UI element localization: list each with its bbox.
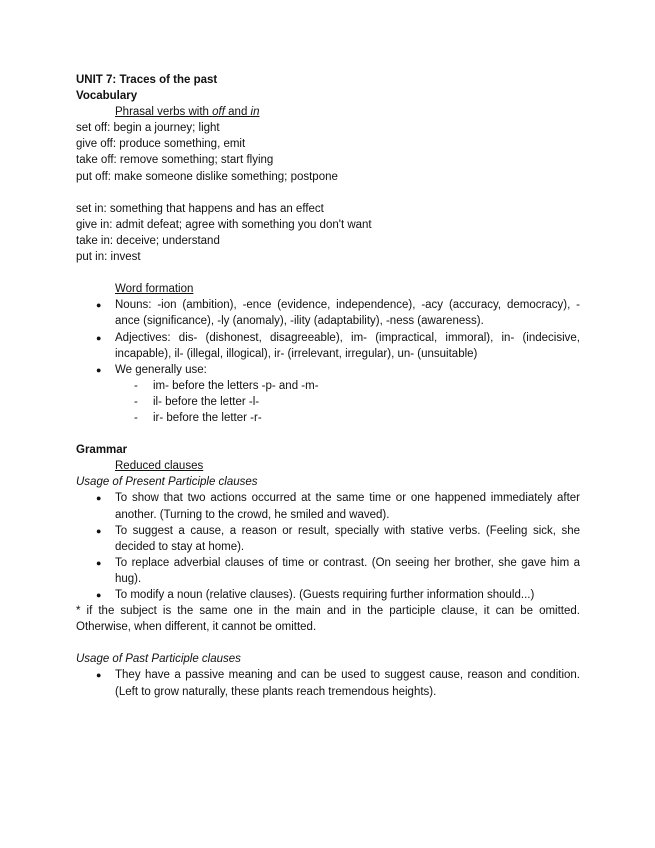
- reduced-clauses-title: Reduced clauses: [115, 460, 204, 473]
- word-formation-bullet: ● We generally use:: [76, 362, 580, 378]
- grammar-heading: Grammar: [76, 444, 128, 457]
- prefix-rule-item: - ir- before the letter -r-: [76, 410, 580, 426]
- present-participle-bullet: ● To suggest a cause, a reason or result, specially with stative verbs. (Feeling sick, she decided to stay at home).: [96, 524, 580, 553]
- phrasal-in-item: give in: admit defeat; agree with something you don't want: [76, 218, 372, 231]
- dash-icon: -: [134, 379, 138, 392]
- prefix-rule-item: - im- before the letters -p- and -m-: [76, 378, 580, 394]
- phrasal-in-item: put in: invest: [76, 251, 141, 264]
- prefix-rule-item: - il- before the letter -l-: [76, 394, 580, 410]
- present-participle-bullet: ● To show that two actions occurred at the same time or one happened immediately after another. (Turning to the crowd, he smiled and waved).: [96, 492, 580, 521]
- phrasal-verbs-title: Phrasal verbs with off and in: [115, 106, 260, 119]
- phrasal-in-item: take in: deceive; understand: [76, 234, 220, 247]
- dash-icon: -: [134, 395, 138, 408]
- unit-title: UNIT 7: Traces of the past: [76, 74, 218, 86]
- past-participle-title: Usage of Past Participle clauses: [76, 653, 241, 666]
- bullet-icon: ●: [96, 364, 102, 375]
- bullet-icon: ●: [96, 525, 102, 536]
- bullet-icon: ●: [96, 670, 102, 681]
- phrasal-off-item: take off: remove something; start flying: [76, 154, 274, 167]
- present-participle-bullet: ● To replace adverbial clauses of time or contrast. (On seeing her brother, she gave him a hug).: [96, 556, 580, 585]
- present-participle-title: Usage of Present Participle clauses: [76, 476, 258, 489]
- phrasal-in-item: set in: something that happens and has an effect: [76, 202, 324, 215]
- bullet-icon: ●: [96, 300, 102, 311]
- bullet-icon: ●: [96, 590, 102, 600]
- present-participle-bullet: ● To modify a noun (relative clauses). (Guests requiring further information should...): [76, 587, 580, 603]
- bullet-icon: ●: [96, 493, 102, 504]
- past-participle-bullet: ● They have a passive meaning and can be used to suggest cause, reason and condition. (Left to grow naturally, these plants reach tremendous heights).: [96, 669, 580, 698]
- phrasal-off-item: give off: produce something, emit: [76, 138, 246, 151]
- word-formation-bullet: ● Adjectives: dis- (dishonest, disagreeable), im- (impractical, immoral), in- (indecisive, incapable), il- (illegal, illogical), ir- (irrelevant, irregular), un- (unsuitable): [96, 331, 580, 360]
- omission-note: * if the subject is the same one in the main and in the participle clause, it can be omitted. Otherwise, when different, it cannot be omitted.: [76, 605, 580, 634]
- word-formation-title: Word formation: [115, 283, 194, 296]
- bullet-icon: ●: [96, 332, 102, 343]
- vocabulary-heading: Vocabulary: [76, 90, 138, 103]
- phrasal-off-item: set off: begin a journey; light: [76, 122, 220, 135]
- document-page: [76, 72, 580, 700]
- dash-icon: -: [134, 411, 138, 424]
- word-formation-bullet: ● Nouns: -ion (ambition), -ence (evidence, independence), -acy (accuracy, democracy), -ance (significance), -ly (anomaly), -ility (adaptability), -ness (awareness).: [96, 299, 580, 328]
- phrasal-off-item: put off: make someone dislike something; postpone: [76, 170, 338, 183]
- bullet-icon: ●: [96, 557, 102, 568]
